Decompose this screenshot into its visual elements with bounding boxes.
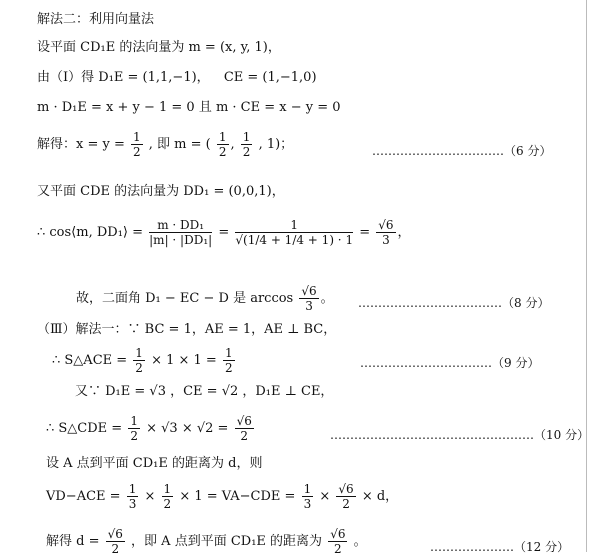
area-ace-half: $\frac{1}{2}$ [135, 346, 143, 375]
cos-line: ∴ cos⟨m, DD₁⟩ = $\frac{\text{m · DD₁}}{\text{|m| · |DD₁|}}$ = $\frac{1}{√(1/4 + 1/4 + 1) \cdot 1}$ = $\frac{√6}{3}$ ， [37, 218, 411, 247]
area-ace-line [52, 346, 237, 375]
cos-fraction-3: $\frac{√6}{3}$ [378, 218, 394, 247]
half-fraction-3: $\frac{1}{2}$ [242, 130, 251, 159]
area-ace-prefix: ∴ S△ACE = [52, 353, 128, 368]
cos-fraction-1: $\frac{\text{m · DD₁}}{\text{|m| · |DD₁|}}$ [149, 218, 213, 247]
dihedral-prefix: 故，二面角 D₁ − EC − D 是 arccos [76, 291, 294, 306]
score-9: ……………………………（9 分） [360, 356, 540, 370]
score-10: ……………………………………………（10 分） [330, 428, 590, 442]
area-cde-half: $\frac{1}{2}$ [130, 414, 138, 443]
volume-post: × d， [361, 489, 399, 504]
volume-times-2: × [319, 489, 331, 504]
volume-half: $\frac{1}{2}$ [163, 482, 172, 511]
solution-line: 解得：x = y = $\frac{1}{2}$ , 即 m = ( $\frac{1}{2}$ , $\frac{1}{2}$ , 1)； [37, 130, 294, 159]
solution-prefix: 解得：x = y = [37, 137, 125, 152]
answer-fraction-2: $\frac{√6}{2}$ [330, 527, 346, 556]
area-ace-mid: × 1 × 1 = [151, 353, 217, 368]
vector-d1e: 由（Ⅰ）得 D₁E = (1,1,−1)， [37, 70, 210, 85]
dot-product-line: m · D₁E = x + y − 1 = 0 且 m · CE = x − y = 0 [37, 100, 341, 115]
volume-mid: × 1 = VA−CDE = [179, 489, 296, 504]
cos-fraction-2: $\frac{1}{√(1/4 + 1/4 + 1) \cdot 1}$ [235, 218, 354, 247]
volume-third-2: $\frac{1}{3}$ [303, 482, 312, 511]
right-border-line [586, 0, 587, 552]
section-title: 解法二：利用向量法 [37, 12, 155, 27]
vector-ce: CE = (1,−1,0) [223, 70, 317, 85]
answer-prefix: 解得 d = [46, 534, 100, 549]
distance-def-line: 设 A 点到平面 CD₁E 的距离为 d，则 [46, 456, 263, 471]
half-fraction: $\frac{1}{2}$ [133, 130, 141, 159]
score-8: ………………………………（8 分） [358, 296, 550, 310]
normal-vector-line: 设平面 CD₁E 的法向量为 m = (x, y, 1)， [37, 40, 281, 55]
dihedral-angle-line: 故，二面角 D₁ − EC − D 是 arccos $\frac{√6}{3}$ 。 [76, 284, 334, 313]
solution-mid: , 即 m = ( [148, 137, 211, 152]
vector-d1e-line [37, 70, 317, 86]
half-fraction-2: $\frac{1}{2}$ [218, 130, 227, 159]
arccos-fraction: $\frac{√6}{3}$ [301, 284, 317, 313]
answer-post: 。 [353, 534, 367, 549]
volume-times-1: × [144, 489, 156, 504]
d1e-ce-line: 又∵ D₁E = √3 ，CE = √2 ，D₁E ⊥ CE， [75, 384, 334, 399]
area-cde-prefix: ∴ S△CDE = [46, 421, 123, 436]
area-cde-mid: × √3 × √2 = [146, 421, 229, 436]
plane-cde-line: 又平面 CDE 的法向量为 DD₁ = (0,0,1)， [37, 184, 285, 199]
part3-line: （Ⅲ）解法一：∵ BC = 1，AE = 1，AE ⊥ BC， [37, 322, 337, 337]
area-ace-result: $\frac{1}{2}$ [224, 346, 233, 375]
area-cde-result: $\frac{√6}{2}$ [236, 414, 252, 443]
cos-prefix: ∴ cos⟨m, DD₁⟩ = [37, 225, 143, 240]
area-cde-line [46, 414, 256, 443]
volume-prefix: VD−ACE = [46, 489, 121, 504]
answer-fraction: $\frac{√6}{2}$ [107, 527, 123, 556]
volume-line [46, 482, 398, 511]
answer-mid: ，即 A 点到平面 CD₁E 的距离为 [131, 534, 323, 549]
solution-post: , 1)； [258, 137, 294, 152]
volume-r6-half: $\frac{√6}{2}$ [338, 482, 354, 511]
score-6: ……………………………（6 分） [372, 144, 552, 158]
volume-third: $\frac{1}{3}$ [128, 482, 137, 511]
score-12: …………………（12 分） [430, 540, 570, 554]
